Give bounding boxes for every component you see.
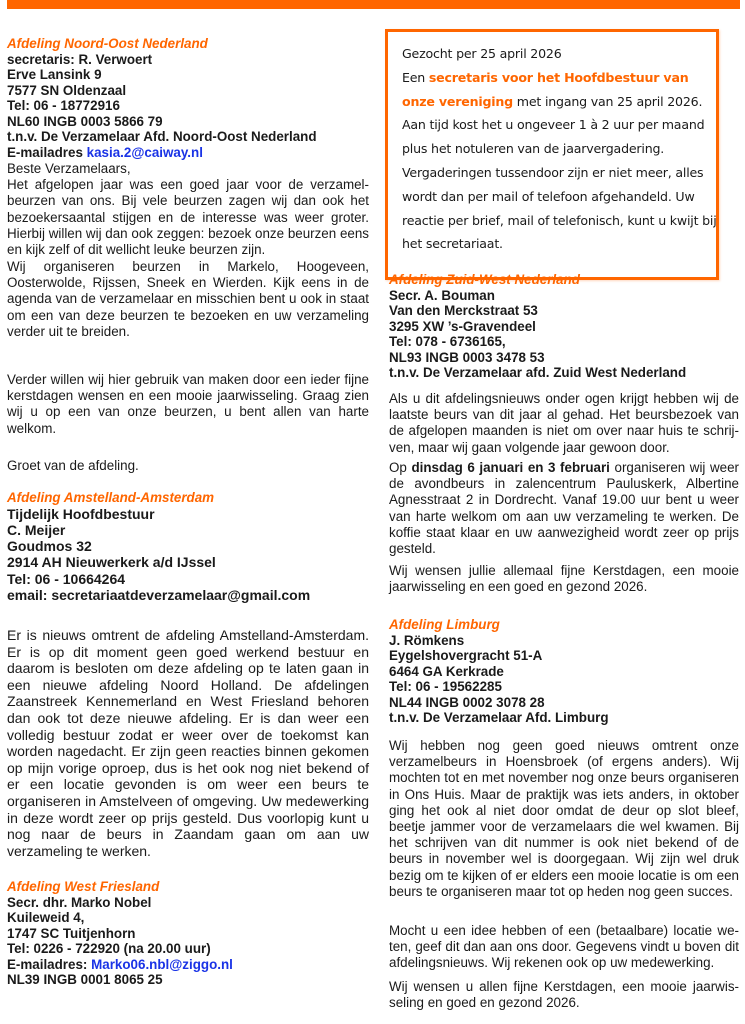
section-heading: Afdeling Limburg xyxy=(389,617,500,632)
contact-line: NL39 INGB 0001 8065 25 xyxy=(7,972,163,987)
paragraph: Groet van de afdeling. xyxy=(7,458,139,473)
email-link[interactable]: kasia.2@caiway.nl xyxy=(86,144,203,160)
paragraph: Wij wensen jullie allemaal fijne Kerstdagen, een mooie jaarwisseling en een goed en gezond 2026. xyxy=(389,563,739,595)
contact-line: Eygelshovergracht 51-A xyxy=(389,648,543,663)
contact-line: Goudmos 32 xyxy=(7,538,92,555)
contact-block xyxy=(389,633,739,726)
email-line: email: secretariaatdeverzamelaar@gmail.com xyxy=(7,586,311,603)
email-label: E-mailadres: xyxy=(7,956,92,972)
paragraph: Als u dit afdelingsnieuws onder ogen krijgt hebben wij de laatste beurs van dit jaar al gehad. Het beursbezoek van de afgelopen maanden is niet om over naar huis te schrijven, maar wij gaan volgende jaar gewoon door. xyxy=(389,391,739,455)
contact-line: C. Meijer xyxy=(7,521,66,538)
contact-line: Van den Merckstraat 53 xyxy=(389,303,538,318)
section-heading: Afdeling Zuid-West Nederland xyxy=(389,272,580,287)
vacancy-notice-text xyxy=(402,42,717,256)
contact-line: Tel: 06 - 18772916 xyxy=(7,98,120,113)
contact-block xyxy=(7,52,369,161)
email-line xyxy=(7,957,369,973)
contact-line: NL60 INGB 0003 5866 79 xyxy=(7,113,163,129)
contact-line: Secr. A. Bouman xyxy=(389,287,495,303)
contact-line: Tijdelijk Hoofdbestuur xyxy=(7,505,155,522)
contact-block xyxy=(389,288,739,381)
notice-title: Gezocht per 25 april 2026 xyxy=(402,46,562,61)
paragraph: Wij wensen u allen fijne Kerstdagen, een mooie jaarwisseling en goed en gezond 2026. xyxy=(389,979,739,1011)
contact-line: Tel: 06 - 10664264 xyxy=(7,570,126,587)
section-heading: Afdeling West Friesland xyxy=(7,879,160,894)
paragraph xyxy=(389,460,739,557)
email-label: E-mailadres xyxy=(7,144,87,160)
paragraph: Wij hebben nog geen goed nieuws omtrent onze verzamelbeurs in Hoensbroek (of ergens anders). Wij mochten tot en met november nog onze beurs organiseren in Ons Huis. Maar de praktijk was iets anders, in oktober ging het ook al niet door omdat de deur op slot bleef, beetje jammer voor de verzamelaars die wel kwamen. Bij het schrijven van dit nummer is ook niet bekend of de beurs in november wel is doorgegaan. Wij zijn wel druk bezig om te kijken of er elders een mooie locatie is om een beurs te organiseren maar tot op heden nog geen succes. xyxy=(389,738,739,899)
contact-block xyxy=(7,506,369,604)
vacancy-notice-box xyxy=(385,29,719,280)
email-line xyxy=(7,145,369,161)
email-link[interactable]: Marko06.nbl@ziggo.nl xyxy=(91,956,233,972)
contact-line: 2914 AH Nieuwerkerk a/d IJssel xyxy=(7,554,216,571)
contact-line: 6464 GA Kerkrade xyxy=(389,663,504,679)
contact-line: NL93 INGB 0003 3478 53 xyxy=(389,349,545,365)
paragraph: Wij organiseren beurzen in Markelo, Hoogeveen, Oosterwolde, Rijssen, Sneek en Wierden. Kijk eens in de agenda van de verzamelaar en misschien bent u ook in staat om een van deze beurzen te bezoeken en uw verzameling verder uit te breiden. xyxy=(7,259,369,339)
contact-line: Tel: 06 - 19562285 xyxy=(389,679,502,694)
contact-line: 7577 SN Oldenzaal xyxy=(7,82,127,98)
paragraph: Mocht u een idee hebben of een (betaalbare) locatie weten, geef dit dan aan ons door. Gegevens vindt u boven dit afdelingsnieuws. Wij rekenen ook op uw medewerking. xyxy=(389,923,739,971)
contact-line: 1747 SC Tuitjenhorn xyxy=(7,925,136,941)
section-heading: Afdeling Amstelland-Amsterdam xyxy=(7,490,215,505)
greeting: Beste Verzamelaars, xyxy=(7,161,131,176)
contact-line: Erve Lansink 9 xyxy=(7,67,102,82)
contact-line: Secr. dhr. Marko Nobel xyxy=(7,894,152,910)
contact-line: t.n.v. De Verzamelaar Afd. Limburg xyxy=(389,710,609,725)
contact-block xyxy=(7,895,369,988)
contact-line: Tel: 0226 - 722920 (na 20.00 uur) xyxy=(7,941,211,956)
notice-pre: Een xyxy=(402,69,429,85)
contact-line: Kuileweid 4, xyxy=(7,910,85,925)
contact-line: 3295 XW ’s-Gravendeel xyxy=(389,318,536,334)
event-dates: dinsdag 6 januari en 3 februari xyxy=(411,460,610,475)
contact-line: t.n.v. De Verzamelaar Afd. Noord-Oost Nederland xyxy=(7,129,317,144)
notice-body: met ingang van 25 april 2026. Aan tijd kost het u ongeveer 1 à 2 uur per maand plus het notuleren van de jaarvergadering. Vergaderingen tussendoor zijn er niet meer, alles wordt dan per mail of telefoon afgehandeld. Uw reactie per brief, mail of telefonisch, kunt u kwijt bij het secretariaat. xyxy=(402,93,717,252)
contact-line: Tel: 078 - 6736165, xyxy=(389,334,506,349)
contact-line: t.n.v. De Verzamelaar afd. Zuid West Nederland xyxy=(389,365,687,380)
paragraph: Verder willen wij hier gebruik van maken door een ieder fijne kerstdagen wensen en een mooie jaarwisseling. Graag zien wij u op een van onze beurzen, u bent allen van harte welkom. xyxy=(7,372,369,436)
paragraph: Er is nieuws omtrent de afdeling Amstelland-Amsterdam. Er is op dit moment geen goed werkend bestuur en daarom is besloten om deze afdeling op te laten gaan in een nieuwe afdeling Noord Holland. De afdelingen Zaanstreek Kennemerland en West Friesland behoren dan ook tot deze nieuwe afdeling. Er is dan weer een volledig bestuur zodat er weer over de toekomst kan worden nagedacht. Er zijn geen reacties binnen gekomen op mijn vorige oproep, dus is het ook nog niet bekend of er een locatie gevonden is om weer een beurs te organiseren in Amstelveen of omgeving. Uw medewerking in deze wordt zeer op prijs gesteld. Dus voorlopig kunt u nog naar de beurs in Zaandam gaan om aan uw verzameling te werken. xyxy=(7,627,369,859)
contact-line: secretaris: R. Verwoert xyxy=(7,51,153,67)
contact-line: NL44 INGB 0002 3078 28 xyxy=(389,694,545,710)
text: organiseren wij weer de avondbeurs in zalencentrum Pauluskerk, Albertine Agnesstraat 2 in Dordrecht. Vanaf 19.00 uur bent u weer van harte welkom om aan uw verzameling te werken. De koffie staat klaar en uw aanwezigheid wordt zeer op prijs gesteld. xyxy=(389,460,739,557)
contact-line: J. Römkens xyxy=(389,632,465,648)
top-accent-bar xyxy=(7,0,740,9)
text: Op xyxy=(389,460,412,475)
notice-highlight: secretaris voor het Hoofdbestuur van onze vereniging xyxy=(402,69,689,109)
paragraph: Het afgelopen jaar was een goed jaar voor de verzamelbeurzen van ons. Bij vele beurzen zagen wij dan ook het bezoekersaantal stijgen en de interesse was weer groter. Hierbij willen wij dan ook zeggen: bezoek onze beurzen eens en kijk zelf of dit wellicht leuke beurzen zijn. xyxy=(7,177,369,258)
section-heading: Afdeling Noord-Oost Nederland xyxy=(7,36,208,51)
